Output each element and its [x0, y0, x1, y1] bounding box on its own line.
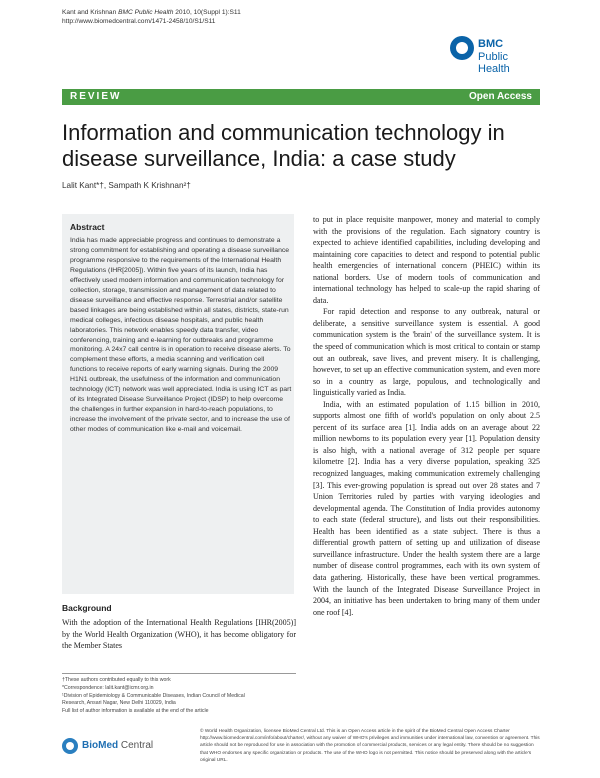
abstract-text: India has made appreciable progress and continues to demonstrate a strong commitment for establishing and operating a disease surveillance programme responsive to the requirements of the International Health Regulations (IHR[2005]). Within five years of its launch, India has effectively used modern information and communication technology for collection, storage, transmission and management of data related to disease surveillance and effective response. Terrestrial and/or satellite based linkages are being established within all states, districts, state-run medical colleges, infectious disease hospitals, and public health laboratories. This network enables speedy data transfer, video conferencing, training and e-learning for outbreaks and programme monitoring. A 24x7 call centre is in operation to receive disease alerts. To complement these efforts, a media scanning and verification cell functions to receive reports of early warning signals. During the 2009 H1N1 outbreak, the usefulness of the information and communication technology (ICT) network was well appreciated. India is using ICT as part of its Integrated Disease Surveillance Project (IDSP) to help overcome the challenges in further expansion in hard-to-reach populations, to increase the involvement of the private sector, and to increase the use of other modes of communication like e-mail and voicemail. — [70, 237, 292, 434]
citation-url[interactable]: http://www.biomedcentral.com/1471-2458/10/S1/S11 — [62, 18, 216, 25]
body-right-column — [313, 214, 540, 618]
paragraph-2: For rapid detection and response to any outbreak, natural or deliberate, a sensitive surveillance system is essential. A good communication system is the 'brain' of the surveillance system. It is the speed of communication which is most critical to contain or stamp out an outbreak, save lives, and prevent misery. It is challenging, however, to set up an effective communication system, and even more so in a country as large, populous, and technologically and linguistically varied as India. — [313, 307, 540, 398]
journal-logo — [450, 30, 530, 82]
abstract-heading: Abstract — [70, 222, 105, 232]
article-type-banner — [62, 89, 540, 105]
footnote-author-info: Full list of author information is available at the end of the article — [62, 708, 209, 715]
article-title: Information and communication technology in disease surveillance, India: a case study — [62, 120, 505, 171]
footnote-equal-contribution: †These authors contributed equally to this work — [62, 677, 171, 683]
footnote-affiliation-2: Research, Ansari Nagar, New Delhi 110029, India — [62, 700, 176, 707]
logo-text-journal: Public Health — [478, 51, 510, 75]
footnote-affiliation-1: ¹Division of Epidemiology & Communicable Diseases, Indian Council of Medical — [62, 692, 245, 699]
logo-bold: BioMed — [82, 740, 119, 751]
citation-authors: Kant and Krishnan — [62, 9, 119, 16]
author-list: Lalit Kant*†, Sampath K Krishnan²† — [62, 181, 191, 190]
license-notice: © World Health Organization, licensee BioMed Central Ltd. This is an Open Access article in the spirit of the BioMed Central Open Access Charter http://www.biomedcentral.com/info/about/charter/, without any waiver of WHO's privileges and immunities under international law, convention or agreement. This article should not be reproduced for use in association with the promotion of commercial products, services or any legal entity. There should be no suggestion that WHO endorses any specific organization or products. The use of the WHO logo is not permitted. This notice should be preserved along with the article's original URL. — [200, 729, 540, 763]
footnotes — [62, 677, 302, 716]
paragraph-1: to put in place requisite manpower, money and material to comply with the provisions of the regulation. Each signatory country is expected to achieve identified capabilities, including developing and maintaining core capacities to detect and respond to potential public health emergencies of international concern (PHEIC) within its national borders. Use of modern tools of communication and international technology has helped to scale-up the rapid sharing of data. — [313, 215, 540, 305]
citation-journal: BMC Public Health — [118, 9, 174, 16]
biomed-central-logo — [62, 736, 182, 758]
abstract-box — [62, 214, 294, 594]
logo-text-bmc: BMC — [478, 38, 504, 50]
footnote-divider — [62, 673, 296, 674]
background-heading: Background — [62, 603, 112, 613]
background-text: With the adoption of the International Health Regulations [IHR(2005)] by the World Health Organization (WHO), it has become obligatory for the Member States — [62, 618, 296, 650]
footnote-correspondence[interactable]: *Correspondence: lalit.kant@icmr.org.in — [62, 684, 154, 691]
citation-header — [62, 8, 241, 26]
article-type: REVIEW — [70, 91, 122, 102]
biomed-central-icon — [62, 738, 78, 754]
bmc-circle-icon — [450, 36, 474, 60]
logo-rest: Central — [118, 740, 154, 751]
paragraph-3: India, with an estimated population of 1.15 billion in 2010, supports almost one fifth of world's population on only about 2.5 percent of its surface area [1]. India adds on an average about 22 million newborns to its population every year [1]. Population density is also high, with a national average of 312 people per square kilometre [2]. India has a very diverse population, speaking 325 recognized languages, making communication extremely challenging [3]. This ever-growing population is spread out over 28 states and 7 Union Territories ruled by parties with varying ideologies and developmental agenda. The Constitution of India provides autonomy to each state (federal structure), and lists out their responsibilities. Health has been identified as a state subject. There is thus a differential growth pattern of setting up and utilization of disease surveillance infrastructure. Under the health system there are a large number of disease control programmes, each with its own system of data gathering. Historically, these have been vertical programmes. With the launch of the Integrated Disease Surveillance Project in 2004, an initiative has been undertaken to bring many of them under one roof [4]. — [313, 399, 540, 617]
open-access-badge: Open Access — [469, 91, 532, 102]
citation-volume: 2010, 10(Suppl 1):S11 — [173, 9, 241, 16]
